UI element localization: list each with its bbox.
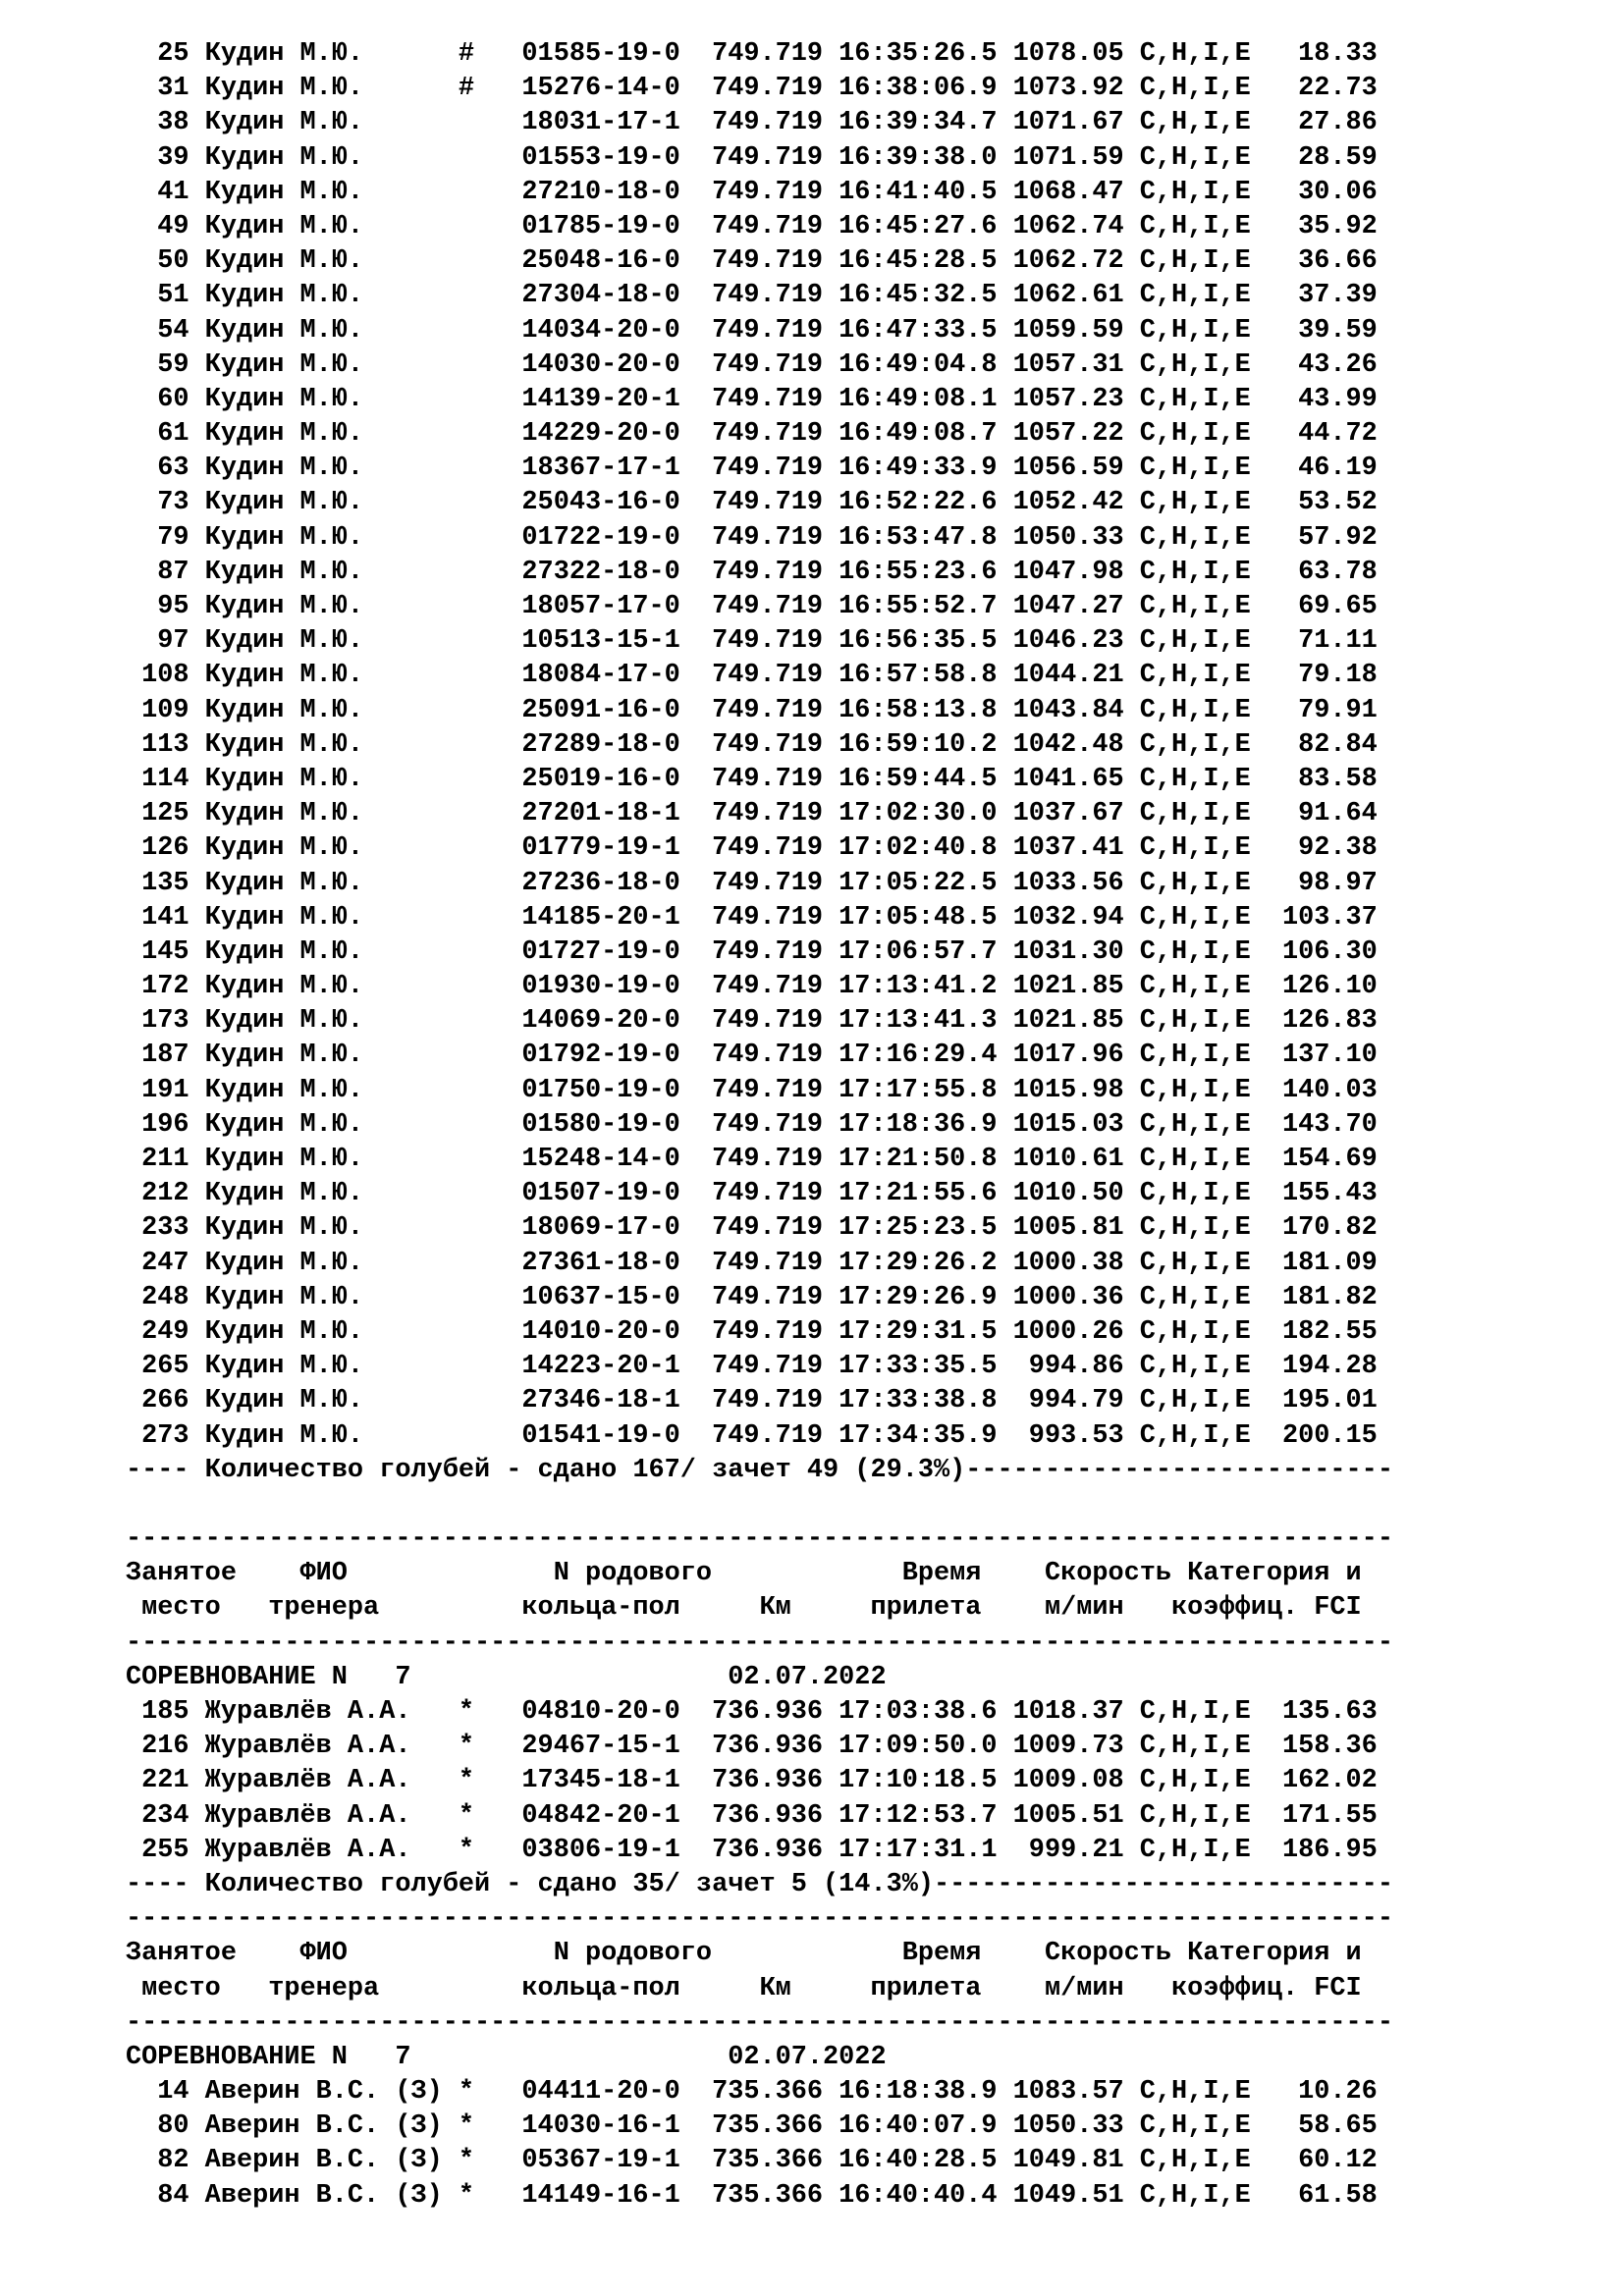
table-row: 265 Кудин М.Ю. 14223-20-1 749.719 17:33:35.5 994.86 C,H,I,E 194.28 [126,1352,1378,1382]
table-row: 172 Кудин М.Ю. 01930-19-0 749.719 17:13:41.2 1021.85 C,H,I,E 126.10 [126,972,1378,1002]
table-row: 39 Кудин М.Ю. 01553-19-0 749.719 16:39:38.0 1071.59 C,H,I,E 28.59 [126,142,1378,173]
table-row: 73 Кудин М.Ю. 25043-16-0 749.719 16:52:22.6 1052.42 C,H,I,E 53.52 [126,488,1378,518]
table-row: 87 Кудин М.Ю. 27322-18-0 749.719 16:55:23.6 1047.98 C,H,I,E 63.78 [126,557,1378,587]
table-row: 50 Кудин М.Ю. 25048-16-0 749.719 16:45:28.5 1062.72 C,H,I,E 36.66 [126,246,1378,277]
table-row: 126 Кудин М.Ю. 01779-19-1 749.719 17:02:40.8 1037.41 C,H,I,E 92.38 [126,833,1378,864]
table-row: 38 Кудин М.Ю. 18031-17-1 749.719 16:39:34.7 1071.67 C,H,I,E 27.86 [126,108,1378,138]
table-row: 31 Кудин М.Ю. # 15276-14-0 749.719 16:38:06.9 1073.92 C,H,I,E 22.73 [126,74,1378,104]
table-row: 51 Кудин М.Ю. 27304-18-0 749.719 16:45:32.5 1062.61 C,H,I,E 37.39 [126,281,1378,311]
table-row: 14 Аверин В.С. (З) * 04411-20-0 735.366 16:18:38.9 1083.57 C,H,I,E 10.26 [126,2077,1378,2108]
table-row: 255 Журавлёв А.А. * 03806-19-1 736.936 17:17:31.1 999.21 C,H,I,E 186.95 [126,1835,1378,1865]
table-row: 63 Кудин М.Ю. 18367-17-1 749.719 16:49:33.9 1056.59 C,H,I,E 46.19 [126,454,1378,484]
table-row: 145 Кудин М.Ю. 01727-19-0 749.719 17:06:57.7 1031.30 C,H,I,E 106.30 [126,936,1378,967]
table-row: 49 Кудин М.Ю. 01785-19-0 749.719 16:45:27.6 1062.74 C,H,I,E 35.92 [126,211,1378,241]
table-row: 233 Кудин М.Ю. 18069-17-0 749.719 17:25:23.5 1005.81 C,H,I,E 170.82 [126,1213,1378,1244]
table-row: 187 Кудин М.Ю. 01792-19-0 749.719 17:16:29.4 1017.96 C,H,I,E 137.10 [126,1041,1378,1071]
separator-line: -------------------------------------------------------------------------------- [126,2007,1393,2038]
separator-line: -------------------------------------------------------------------------------- [126,1524,1393,1555]
results-sheet [126,37,1393,2214]
table-row: 84 Аверин В.С. (З) * 14149-16-1 735.366 16:40:40.4 1049.51 C,H,I,E 61.58 [126,2180,1378,2211]
table-row: 114 Кудин М.Ю. 25019-16-0 749.719 16:59:44.5 1041.65 C,H,I,E 83.58 [126,764,1378,794]
competition-line: СОРЕВНОВАНИЕ N 7 02.07.2022 [126,1662,887,1692]
table-row: 141 Кудин М.Ю. 14185-20-1 749.719 17:05:48.5 1032.94 C,H,I,E 103.37 [126,902,1378,933]
table-row: 25 Кудин М.Ю. # 01585-19-0 749.719 16:35:26.5 1078.05 C,H,I,E 18.33 [126,39,1378,69]
summary-line: ---- Количество голубей - сдано 35/ зачет 5 (14.3%)----------------------------- [126,1869,1393,1899]
table-row: 173 Кудин М.Ю. 14069-20-0 749.719 17:13:41.3 1021.85 C,H,I,E 126.83 [126,1006,1378,1037]
table-row: 135 Кудин М.Ю. 27236-18-0 749.719 17:05:22.5 1033.56 C,H,I,E 98.97 [126,868,1378,898]
table-row: 80 Аверин В.С. (З) * 14030-16-1 735.366 16:40:07.9 1050.33 C,H,I,E 58.65 [126,2111,1378,2142]
table-row: 95 Кудин М.Ю. 18057-17-0 749.719 16:55:52.7 1047.27 C,H,I,E 69.65 [126,592,1378,621]
table-row: 60 Кудин М.Ю. 14139-20-1 749.719 16:49:08.1 1057.23 C,H,I,E 43.99 [126,384,1378,414]
table-row: 221 Журавлёв А.А. * 17345-18-1 736.936 17:10:18.5 1009.08 C,H,I,E 162.02 [126,1766,1378,1796]
table-row: 216 Журавлёв А.А. * 29467-15-1 736.936 17:09:50.0 1009.73 C,H,I,E 158.36 [126,1732,1378,1762]
table-row: 113 Кудин М.Ю. 27289-18-0 749.719 16:59:10.2 1042.48 C,H,I,E 82.84 [126,729,1378,760]
table-header-line-2: место тренера кольца-пол Км прилета м/мин коэффиц. FCI [126,1973,1362,2003]
table-row: 248 Кудин М.Ю. 10637-15-0 749.719 17:29:26.9 1000.36 C,H,I,E 181.82 [126,1282,1378,1312]
table-row: 97 Кудин М.Ю. 10513-15-1 749.719 16:56:35.5 1046.23 C,H,I,E 71.11 [126,626,1378,657]
table-row: 125 Кудин М.Ю. 27201-18-1 749.719 17:02:30.0 1037.67 C,H,I,E 91.64 [126,799,1378,829]
separator-line: -------------------------------------------------------------------------------- [126,1628,1393,1658]
table-header-line-1: Занятое ФИО N родового Время Скорость Категория и [126,1939,1362,1969]
table-row: 191 Кудин М.Ю. 01750-19-0 749.719 17:17:55.8 1015.98 C,H,I,E 140.03 [126,1075,1378,1105]
table-row: 185 Журавлёв А.А. * 04810-20-0 736.936 17:03:38.6 1018.37 C,H,I,E 135.63 [126,1697,1378,1727]
table-row: 41 Кудин М.Ю. 27210-18-0 749.719 16:41:40.5 1068.47 C,H,I,E 30.06 [126,177,1378,207]
summary-line: ---- Количество голубей - сдано 167/ зачет 49 (29.3%)--------------------------- [126,1455,1393,1485]
table-row: 211 Кудин М.Ю. 15248-14-0 749.719 17:21:50.8 1010.61 C,H,I,E 154.69 [126,1145,1378,1174]
table-row: 249 Кудин М.Ю. 14010-20-0 749.719 17:29:31.5 1000.26 C,H,I,E 182.55 [126,1316,1378,1347]
table-row: 59 Кудин М.Ю. 14030-20-0 749.719 16:49:04.8 1057.31 C,H,I,E 43.26 [126,349,1378,380]
competition-line: СОРЕВНОВАНИЕ N 7 02.07.2022 [126,2042,887,2072]
table-row: 196 Кудин М.Ю. 01580-19-0 749.719 17:18:36.9 1015.03 C,H,I,E 143.70 [126,1109,1378,1140]
blank-line [126,1488,1393,1522]
separator-line: -------------------------------------------------------------------------------- [126,1904,1393,1935]
table-header-line-1: Занятое ФИО N родового Время Скорость Категория и [126,1559,1362,1589]
table-row: 108 Кудин М.Ю. 18084-17-0 749.719 16:57:58.8 1044.21 C,H,I,E 79.18 [126,661,1378,691]
table-row: 234 Журавлёв А.А. * 04842-20-1 736.936 17:12:53.7 1005.51 C,H,I,E 171.55 [126,1800,1378,1831]
table-row: 212 Кудин М.Ю. 01507-19-0 749.719 17:21:55.6 1010.50 C,H,I,E 155.43 [126,1179,1378,1209]
table-row: 54 Кудин М.Ю. 14034-20-0 749.719 16:47:33.5 1059.59 C,H,I,E 39.59 [126,315,1378,346]
table-row: 79 Кудин М.Ю. 01722-19-0 749.719 16:53:47.8 1050.33 C,H,I,E 57.92 [126,522,1378,553]
table-header-line-2: место тренера кольца-пол Км прилета м/мин коэффиц. FCI [126,1593,1362,1624]
table-row: 266 Кудин М.Ю. 27346-18-1 749.719 17:33:38.8 994.79 C,H,I,E 195.01 [126,1386,1378,1416]
table-row: 82 Аверин В.С. (З) * 05367-19-1 735.366 16:40:28.5 1049.81 C,H,I,E 60.12 [126,2146,1378,2176]
table-row: 109 Кудин М.Ю. 25091-16-0 749.719 16:58:13.8 1043.84 C,H,I,E 79.91 [126,695,1378,725]
table-row: 273 Кудин М.Ю. 01541-19-0 749.719 17:34:35.9 993.53 C,H,I,E 200.15 [126,1420,1378,1451]
table-row: 247 Кудин М.Ю. 27361-18-0 749.719 17:29:26.2 1000.38 C,H,I,E 181.09 [126,1248,1378,1278]
table-row: 61 Кудин М.Ю. 14229-20-0 749.719 16:49:08.7 1057.22 C,H,I,E 44.72 [126,419,1378,450]
